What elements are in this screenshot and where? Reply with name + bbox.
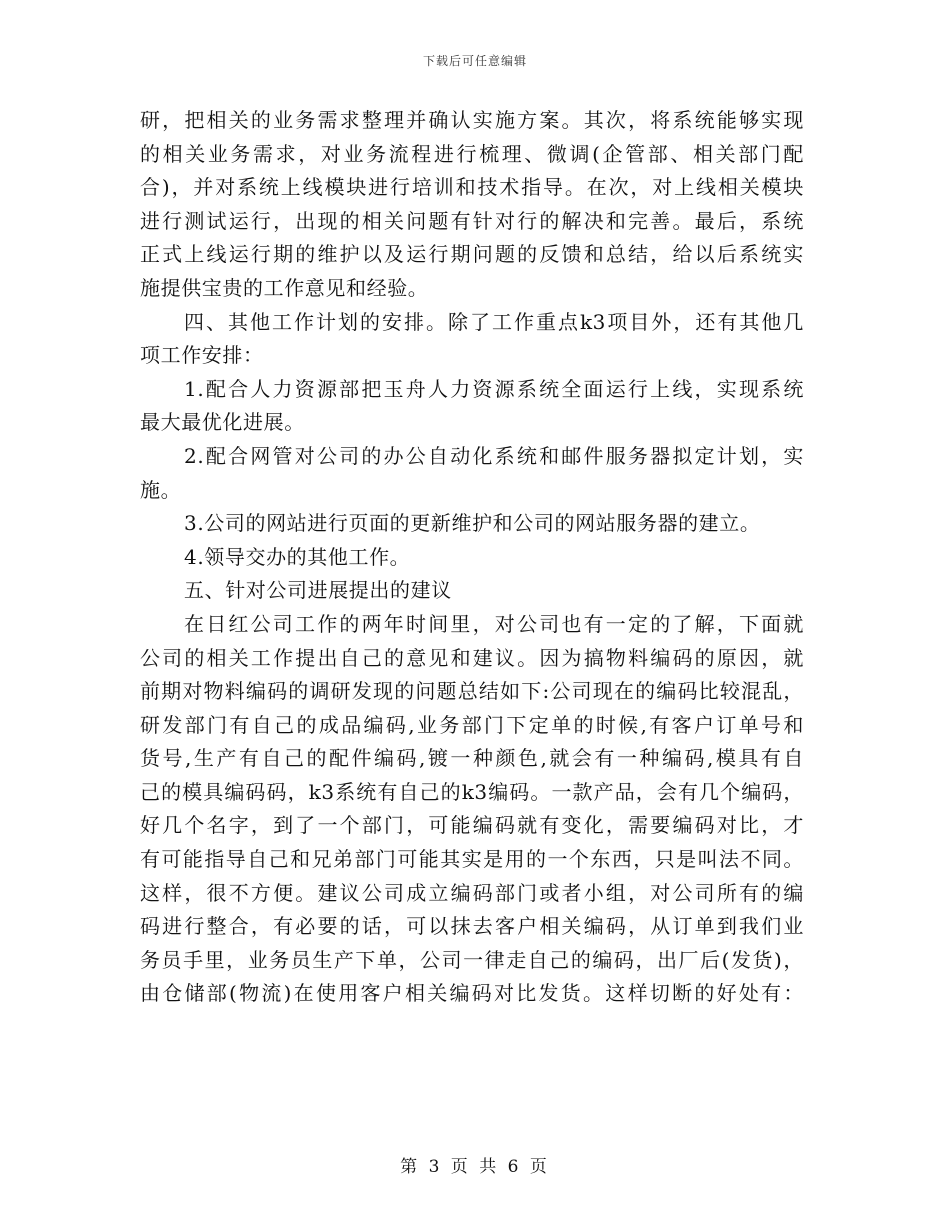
- text-line: 合)，并对系统上线模块进行培训和技术指导。在次，对上线相关模块: [140, 175, 804, 200]
- text-line: 在日红公司工作的两年时间里，对公司也有一定的了解，下面就: [184, 611, 804, 636]
- document-body: [140, 104, 804, 1011]
- text-line: 五、针对公司进展提出的建议: [184, 578, 452, 603]
- text-line: 公司的相关工作提出自己的意见和建议。因为搞物料编码的原因，就: [140, 645, 804, 670]
- text-line: 研，把相关的业务需求整理并确认实施方案。其次，将系统能够实现: [140, 108, 804, 132]
- section-heading-paragraph: [140, 574, 804, 608]
- page-header: 下载后可任意编辑: [422, 54, 527, 68]
- text-line: 四、其他工作计划的安排。除了工作重点k3项目外，还有其他几: [184, 309, 804, 334]
- text-line: 由仓储部(物流)在使用客户相关编码对比发货。这样切断的好处有：: [140, 981, 804, 1006]
- text-line: 有可能指导自己和兄弟部门可能其实是用的一个东西，只是叫法不同。: [140, 847, 804, 872]
- list-item: [140, 373, 804, 440]
- text-line: 务员手里，业务员生产下单，公司一律走自己的编码，出厂后(发货)，: [140, 947, 804, 972]
- text-line: 己的模具编码码，k3系统有自己的k3编码。一款产品，会有几个编码，: [140, 779, 804, 804]
- text-line: 施。: [140, 477, 182, 502]
- text-line: 施提供宝贵的工作意见和经验。: [140, 275, 429, 300]
- text-line: 进行测试运行，出现的相关问题有针对行的解决和完善。最后，系统: [140, 208, 804, 233]
- text-line: 1.配合人力资源部把玉舟人力资源系统全面运行上线，实现系统: [184, 376, 804, 401]
- text-line: 正式上线运行期的维护以及运行期问题的反馈和总结，给以后系统实: [140, 242, 804, 267]
- text-line: 码进行整合，有必要的话，可以抹去客户相关编码，从订单到我们业: [140, 914, 804, 939]
- text-line: 货号,生产有自己的配件编码,镀一种颜色,就会有一种编码,模具有自: [140, 746, 804, 771]
- text-line: 最大最优化进展。: [140, 410, 305, 435]
- section-heading-paragraph: [140, 306, 804, 373]
- text-line: 研发部门有自己的成品编码,业务部门下定单的时候,有客户订单号和: [140, 712, 804, 737]
- text-line: 前期对物料编码的调研发现的问题总结如下:公司现在的编码比较混乱，: [140, 679, 804, 704]
- text-line: 3.公司的网站进行页面的更新维护和公司的网站服务器的建立。: [184, 511, 761, 536]
- text-line: 2.配合网管对公司的办公自动化系统和邮件服务器拟定计划，实: [184, 443, 804, 468]
- text-line: 项工作安排：: [140, 343, 264, 368]
- list-item: [140, 541, 804, 575]
- text-line: 好几个名字，到了一个部门，可能编码就有变化，需要编码对比，才: [140, 813, 804, 838]
- paragraph: [140, 104, 804, 306]
- list-item: [140, 507, 804, 541]
- list-item: [140, 440, 804, 507]
- text-line: 4.领导交办的其他工作。: [184, 544, 411, 569]
- page-number: 第 3 页 共 6 页: [400, 1157, 550, 1177]
- paragraph: [140, 608, 804, 1011]
- text-line: 的相关业务需求，对业务流程进行梳理、微调(企管部、相关部门配: [140, 141, 804, 166]
- text-line: 这样，很不方便。建议公司成立编码部门或者小组，对公司所有的编: [140, 880, 804, 905]
